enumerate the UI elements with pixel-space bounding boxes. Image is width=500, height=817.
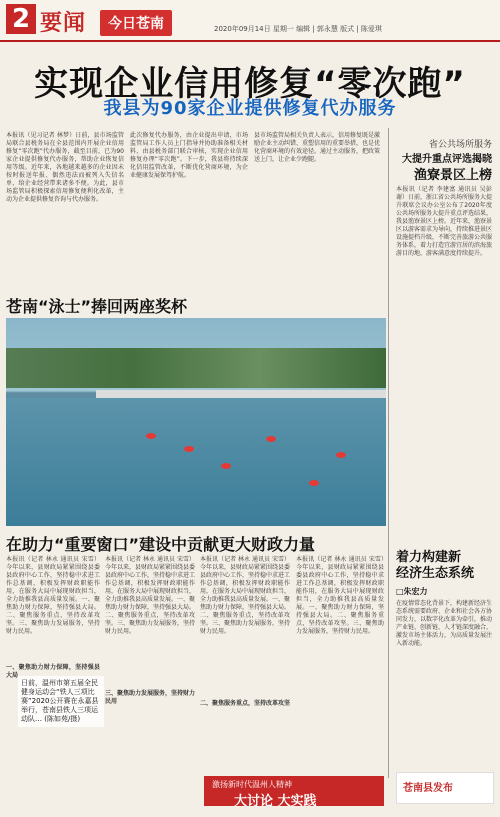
second-col-text: 本报讯（记者 林永 通讯员 宋雪）今年以来，县财政局紧紧围绕县委县政府中心工作，坚持稳中求进工作总基调，积极发挥财政职能作用，在服务大局中展现财政担当，全力助推我县高质量发展。一、聚焦助力财力保障，坚持强县大局。二、聚焦服务重点，坚持改革攻坚。三、聚焦助力发展服务，坚持财力民用。 xyxy=(296,556,384,635)
subhead-2: 二、聚焦服务重点，坚持改革攻坚 xyxy=(200,700,291,707)
opinion-text: 在疫情常态化背景下，构建新经济生态系统需要政府、企业和社会各方协同发力，以数字化改革为牵引，推动产业链、创新链、人才链深度融合，激发市场主体活力，为高质量发展注入新动能。 xyxy=(396,600,493,647)
lead-subheadline: 我县为90家企业提供修复代办服务 xyxy=(103,98,397,119)
lead-col-3: 县市场监管局相关负责人表示，信用修复既是激励企业主动纠错、重塑信用的重要举措，也是优化营商环境的有效途径。通过主动服务，把政策送上门，让企业少跑腿。 xyxy=(254,132,381,163)
column-divider xyxy=(388,128,389,778)
swimmer-cap xyxy=(221,463,231,469)
lead-col-1: 本报讯（见习记者 林梦）日前，县市场监管局联合县税务局在全县范围内开展企业信用修复“零次跑”代办服务，截至目前，已为90家企业提供修复代办服务，帮助企业恢复信用等级。近年来，各地越来越多的企业因未按时报送年报、偶然违法而被列入失信名单，给企业经营带来诸多不便。为此，县市场监管局积极探索信用修复便利化改革，主动为企业提供修复咨询与代办服务。 xyxy=(6,132,124,203)
photo-trees xyxy=(6,348,386,388)
photo-caption: 日前，温州市第五届全民健身运动会“铁人三项比赛”2020公开赛在永嘉县举行，苍南县铁人三项运动队… (陈如苑/摄) xyxy=(18,676,104,727)
opinion-headline-1: 着力构建新 xyxy=(396,550,462,565)
swimmer-cap xyxy=(146,433,156,439)
right-column-text: 本报讯（记者 李建富 通讯员 吴彭谢）日前，浙江省公共场所服务大提升联席会议办公室公布了2020年度公共场所服务大提升重点评选结果，我县渔寮景区上榜。近年来，渔寮景区以游客需求为导向，持续推进景区设施提档升级，不断完善旅游公共服务体系，着力打造宜游宜居的滨海旅游目的地，游客满意度持续提升。 xyxy=(396,186,493,257)
masthead-meta: 2020年09月14日 星期一 编辑 | 郭永慧 版式 | 陈爱琪 xyxy=(214,25,382,33)
subhead-3: 三、聚焦助力发展服务，坚持财力民用 xyxy=(105,690,196,705)
photo-headline: 苍南“泳士”捧回两座奖杯 xyxy=(6,297,188,316)
second-col-text: 本报讯（记者 林永 通讯员 宋雪）今年以来，县财政局紧紧围绕县委县政府中心工作，坚持稳中求进工作总基调，积极发挥财政职能作用，在服务大局中展现财政担当，全力助推我县高质量发展。一、聚焦助力财力保障，坚持强县大局。二、聚焦服务重点，坚持改革攻坚。三、聚焦助力发展服务，坚持财力民用。 xyxy=(105,556,196,635)
section-title: 要闻 xyxy=(40,11,87,36)
swimmer-cap xyxy=(336,452,346,458)
brand-badge: 今日苍南 xyxy=(100,10,172,36)
campaign-banner xyxy=(204,776,384,809)
second-headline: 在助力“重要窗口”建设中贡献更大财政力量 xyxy=(6,535,316,554)
lead-col-2: 此次修复代办服务，由企业提出申请，市场监管局工作人员上门指导并协助准备相关材料，由县税务部门联合审核，实现企业信用修复办理“零次跑”。下一步，我县将持续深化信用监管改革，不断优化营商环境，为企业健康发展保驾护航。 xyxy=(130,132,248,179)
lead-headline: 实现企业信用修复“零次跑” xyxy=(34,64,466,104)
opinion-headline-2: 经济生态系统 xyxy=(396,566,475,581)
masthead xyxy=(0,0,500,42)
right-headline-1: 大提升重点评选揭晓 xyxy=(402,154,492,165)
second-col-text: 本报讯（记者 林永 通讯员 宋雪）今年以来，县财政局紧紧围绕县委县政府中心工作，坚持稳中求进工作总基调，积极发挥财政职能作用，在服务大局中展现财政担当，全力助推我县高质量发展。一、聚焦助力财力保障，坚持强县大局。二、聚焦服务重点，坚持改革攻坚。三、聚焦助力发展服务，坚持财力民用。 xyxy=(6,556,100,635)
swimmer-cap xyxy=(184,446,194,452)
second-col-text: 本报讯（记者 林永 通讯员 宋雪）今年以来，县财政局紧紧围绕县委县政府中心工作，坚持稳中求进工作总基调，积极发挥财政职能作用，在服务大局中展现财政担当，全力助推我县高质量发展。一、聚焦助力财力保障，坚持强县大局。二、聚焦服务重点，坚持改革攻坚。三、聚焦助力发展服务，坚持财力民用。 xyxy=(200,556,291,635)
banner-small-text: 激扬新时代温州人精神 xyxy=(212,780,292,789)
page-number: 2 xyxy=(6,4,36,34)
opinion-author: □朱宏力 xyxy=(396,587,428,596)
banner-large-text: 大讨论 大实践 xyxy=(234,794,317,809)
publisher-logo xyxy=(396,772,494,804)
right-headline-2: 渔寮景区上榜 xyxy=(413,168,492,183)
photo-dock xyxy=(96,390,386,398)
swimmer-cap xyxy=(309,480,319,486)
photo-water xyxy=(6,398,386,526)
right-kicker: 省公共场所服务 xyxy=(428,140,492,150)
subhead-1: 一、聚焦助力财力保障，坚持强县大局 xyxy=(6,664,100,679)
swimmer-cap xyxy=(266,436,276,442)
logo-text: 苍南县发布 xyxy=(403,783,453,794)
